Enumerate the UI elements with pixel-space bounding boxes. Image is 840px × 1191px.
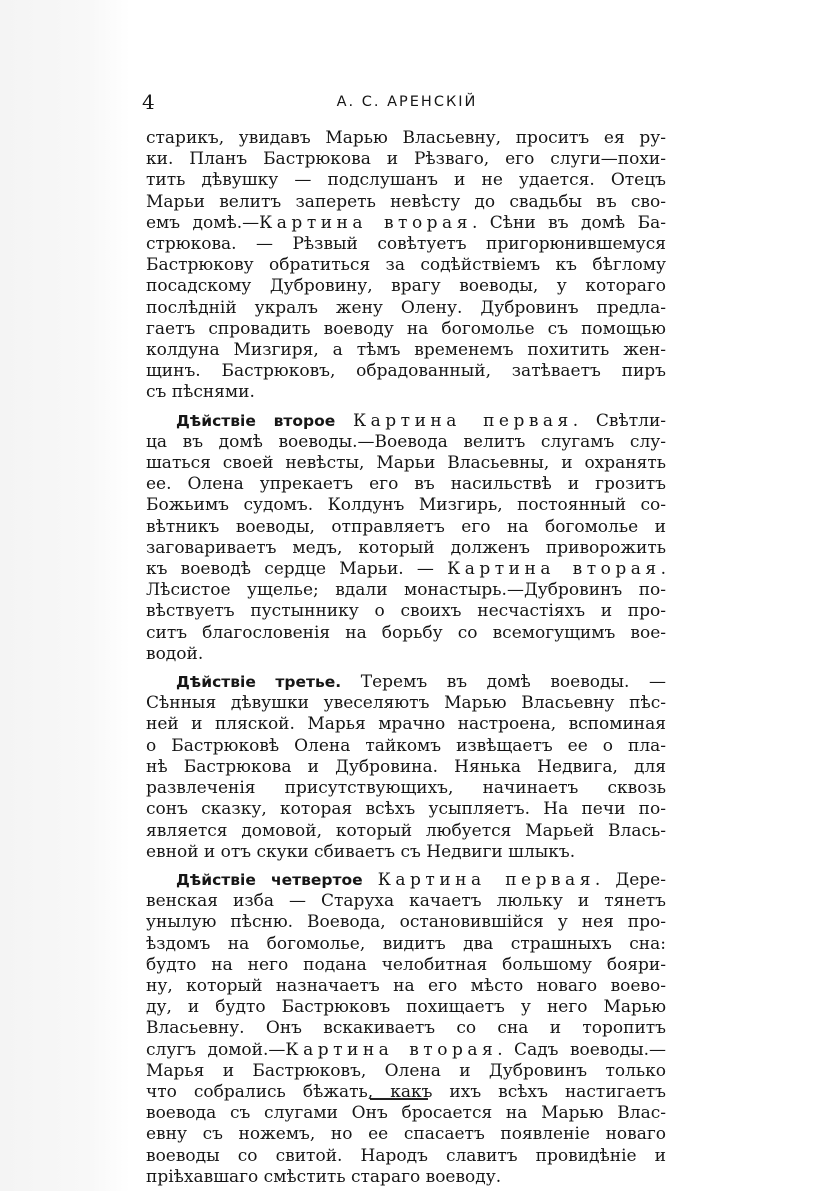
- text-run: заговариваетъ медъ, который долженъ приворожить: [146, 537, 666, 558]
- text-line: [146, 891, 666, 912]
- text-line: [146, 1061, 666, 1082]
- text-line: [146, 1167, 666, 1188]
- text-run: ситъ благословенія на борьбу со всемогущимъ вое-: [146, 622, 666, 643]
- text-run: Марьи велитъ запереть невѣсту до свадьбы въ сво-: [146, 191, 666, 212]
- paragraph: [146, 128, 666, 404]
- text-run: ду, и будто Бастрюковъ похищаетъ у него Марью: [146, 997, 666, 1018]
- act-paragraph: [146, 411, 666, 665]
- text-run: ца въ домѣ воеводы.—Воевода велитъ слугамъ слу-: [146, 431, 666, 452]
- text-line: [146, 382, 666, 403]
- text-line: [146, 192, 666, 213]
- text-line: [146, 997, 666, 1018]
- text-line: [146, 870, 666, 891]
- act-paragraph: [146, 672, 666, 863]
- text-line: [146, 1040, 666, 1061]
- text-line: [146, 955, 666, 976]
- text-run: вѣтникъ воеводы, отправляетъ его на богомолье и: [146, 516, 666, 537]
- text-line: [146, 453, 666, 474]
- act-heading: Дѣйствіе третье.: [176, 673, 342, 692]
- text-run: вѣствуетъ пустыннику о своихъ несчастіяхъ и про-: [146, 601, 666, 622]
- text-line: [146, 276, 666, 297]
- text-run: Лѣсистое ущелье; вдали монастырь.—Дубровинъ по-: [146, 580, 666, 601]
- text-run: ну, который назначаетъ на его мѣсто новаго воево-: [146, 975, 666, 996]
- text-line: [146, 623, 666, 644]
- text-line: [146, 213, 666, 234]
- text-run: Власьевну. Онъ вскакиваетъ со сна и торопитъ: [146, 1018, 666, 1039]
- text-line: [146, 559, 666, 580]
- scene-title: Картина вторая: [259, 212, 472, 233]
- text-run: . Сѣни въ домѣ Ба-: [471, 212, 667, 233]
- scene-title: Картина первая: [377, 869, 595, 890]
- text-line: [146, 538, 666, 559]
- text-line: [146, 1018, 666, 1039]
- text-line: [146, 644, 666, 665]
- text-run: ки. Планъ Бастрюкова и Рѣзваго, его слуги—похи-: [146, 149, 666, 170]
- text-line: [146, 672, 666, 693]
- end-rule: [370, 1098, 428, 1100]
- text-body: [146, 128, 666, 1188]
- text-line: [146, 432, 666, 453]
- text-run: ее. Олена упрекаетъ его въ насильствѣ и грозитъ: [146, 474, 666, 495]
- text-line: [146, 474, 666, 495]
- text-line: [146, 361, 666, 382]
- text-run: является домовой, который любуется Марьей Влась-: [146, 820, 666, 841]
- text-run: Бастрюкову обратиться за содѣйствіемъ къ бѣглому: [146, 255, 666, 276]
- text-line: [146, 149, 666, 170]
- text-line: [146, 842, 666, 863]
- text-run: . Садъ воеводы.—: [497, 1039, 667, 1060]
- text-run: нѣ Бастрюкова и Дубровина. Нянька Недвига, для: [146, 756, 666, 777]
- text-run: будто на него подана челобитная большому бояри-: [146, 954, 666, 975]
- text-run: старикъ, увидавъ Марью Власьевну, проситъ ея ру-: [146, 128, 666, 148]
- text-line: [146, 757, 666, 778]
- text-run: что собрались бѣжать, какъ ихъ всѣхъ настигаетъ: [146, 1081, 666, 1102]
- text-line: [146, 255, 666, 276]
- text-line: [146, 714, 666, 735]
- text-line: [146, 799, 666, 820]
- scene-title: Картина вторая: [447, 559, 661, 580]
- text-line: [146, 1124, 666, 1145]
- text-line: [146, 580, 666, 601]
- text-line: [146, 170, 666, 191]
- text-run: о Бастрюковѣ Олена тайкомъ извѣщаетъ ее о пла-: [146, 735, 666, 756]
- text-run: къ воеводѣ сердце Марьи. —: [146, 559, 448, 580]
- text-run: унылую пѣсню. Воевода, остановившійся у нея про-: [146, 912, 666, 933]
- text-run: гаетъ спровадить воеводу на богомолье съ помощью: [146, 318, 666, 339]
- text-run: воевода съ слугами Онъ бросается на Марью Влас-: [146, 1103, 666, 1124]
- text-run: развлеченія присутствующихъ, начинаетъ сквозь: [146, 778, 666, 799]
- text-run: посадскому Дубровину, врагу воеводы, у котораго: [146, 276, 666, 297]
- text-run: тить дѣвушку — подслушанъ и не удается. Отецъ: [146, 170, 666, 191]
- scene-title: Картина первая: [353, 410, 573, 431]
- text-run: слугъ домой.—: [146, 1039, 286, 1060]
- text-run: щинъ. Бастрюковъ, обрадованный, затѣваетъ пиръ: [146, 361, 666, 382]
- text-run: емъ домѣ.—: [146, 212, 260, 233]
- text-run: . Дере-: [594, 869, 666, 890]
- text-line: [146, 1103, 666, 1124]
- running-head: А. С. АРЕНСКІЙ: [336, 94, 478, 110]
- text-run: стрюкова. — Рѣзвый совѣтуетъ пригорюнившемуся: [146, 234, 666, 255]
- text-line: [146, 319, 666, 340]
- text-line: [146, 934, 666, 955]
- text-line: [146, 234, 666, 255]
- scan-gutter-shadow: [0, 0, 130, 1191]
- text-run: евну съ ножемъ, но ее спасаетъ появленіе новаго: [146, 1124, 666, 1145]
- text-line: [146, 601, 666, 622]
- text-run: Божьимъ судомъ. Колдунъ Мизгирь, постоянный со-: [146, 495, 666, 516]
- text-line: [146, 495, 666, 516]
- act-heading: Дѣйствіе второе: [176, 411, 336, 430]
- text-line: [146, 340, 666, 361]
- page-header: [142, 88, 672, 116]
- text-line: [146, 128, 666, 149]
- text-line: [146, 821, 666, 842]
- text-run: [335, 411, 353, 431]
- text-run: евной и отъ скуки сбиваетъ съ Недвиги шлыкъ.: [146, 841, 576, 862]
- act-heading: Дѣйствіе четвертое: [176, 870, 363, 889]
- text-run: колдуна Мизгиря, а тѣмъ временемъ похитить жен-: [146, 340, 666, 361]
- text-line: [146, 411, 666, 432]
- text-run: шаться своей невѣсты, Марьи Власьевны, и охранять: [146, 453, 666, 474]
- text-line: [146, 298, 666, 319]
- act-paragraph: [146, 870, 666, 1188]
- text-run: послѣдній укралъ жену Олену. Дубровинъ предла-: [146, 297, 666, 318]
- text-line: [146, 976, 666, 997]
- text-run: воеводы со свитой. Народъ славитъ провидѣніе и: [146, 1145, 666, 1166]
- text-run: съ пѣснями.: [146, 382, 255, 403]
- text-line: [146, 736, 666, 757]
- scene-title: Картина вторая: [285, 1039, 498, 1060]
- text-line: [146, 778, 666, 799]
- text-run: пріѣхавшаго смѣстить стараго воеводу.: [146, 1166, 502, 1187]
- text-run: [363, 870, 378, 890]
- text-run: ней и пляской. Марья мрачно настроена, вспоминая: [146, 714, 666, 735]
- text-run: . Свѣтли-: [572, 410, 667, 431]
- text-run: венская изба — Старуха качаетъ люльку и тянетъ: [146, 891, 666, 912]
- text-run: Теремъ въ домѣ воеводы. —: [341, 672, 666, 693]
- text-run: сонъ сказку, которая всѣхъ усыпляетъ. На печи по-: [146, 799, 666, 820]
- text-run: Марья и Бастрюковъ, Олена и Дубровинъ только: [146, 1060, 666, 1081]
- text-run: ѣздомъ на богомолье, видитъ два страшныхъ сна:: [146, 933, 666, 954]
- text-line: [146, 912, 666, 933]
- text-line: [146, 693, 666, 714]
- text-line: [146, 1146, 666, 1167]
- text-run: .: [660, 559, 666, 580]
- text-run: Сѣнныя дѣвушки увеселяютъ Марью Власьевну пѣс-: [146, 693, 666, 714]
- text-line: [146, 517, 666, 538]
- page-number: 4: [142, 90, 155, 114]
- text-run: водой.: [146, 643, 204, 664]
